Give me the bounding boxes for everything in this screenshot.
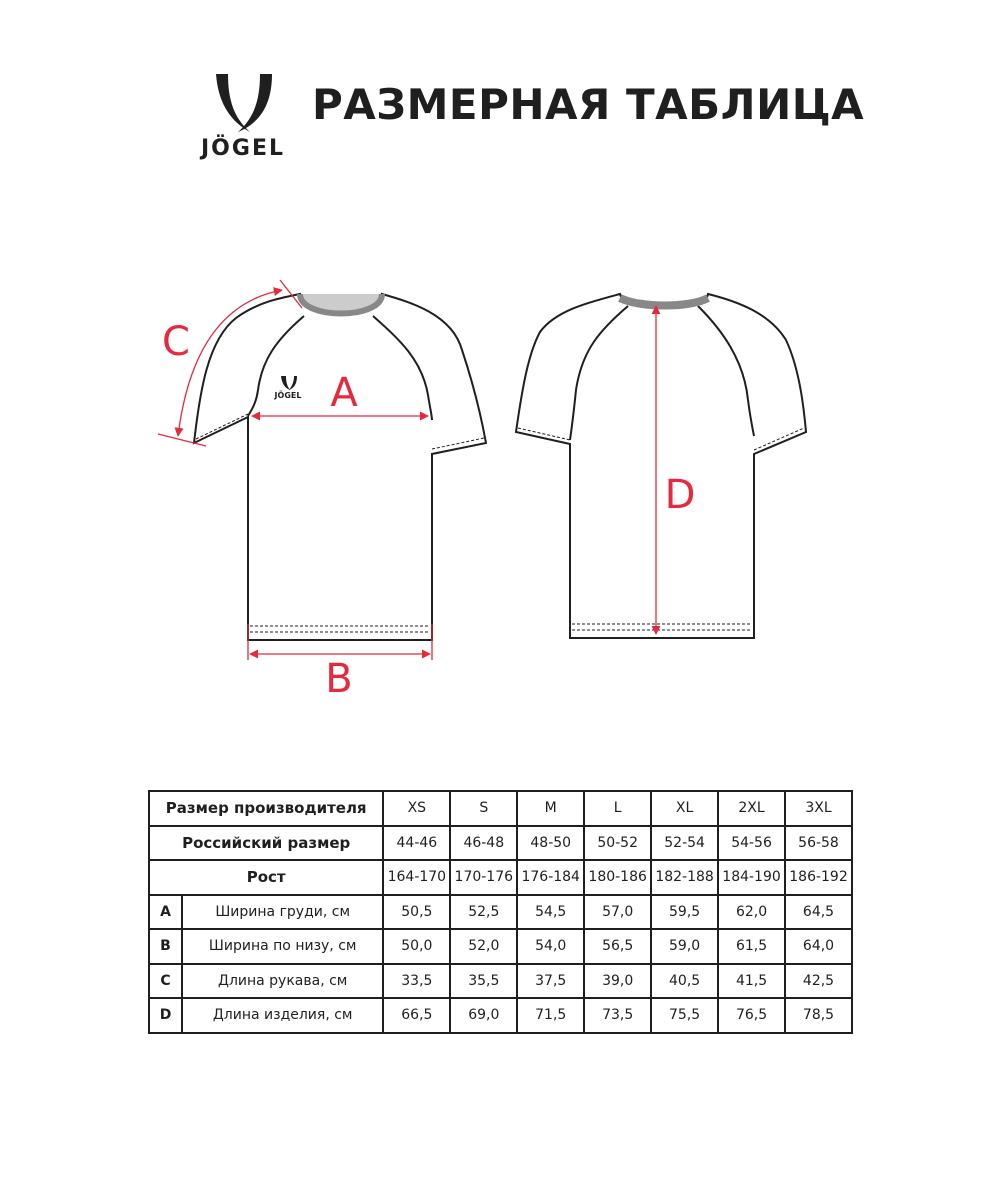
- row-header-height: Рост: [149, 860, 383, 895]
- cell-value: 39,0: [584, 964, 651, 999]
- cell-value: 78,5: [785, 998, 852, 1033]
- cell-value: 59,0: [651, 929, 718, 964]
- brand-logo: [188, 70, 298, 170]
- front-shirt: [194, 294, 486, 640]
- measure-label: Длина изделия, см: [182, 998, 383, 1033]
- measure-letter: D: [149, 998, 182, 1033]
- cell-value: 56,5: [584, 929, 651, 964]
- table-row-russian-size: [149, 826, 852, 861]
- cell-height: 170-176: [450, 860, 517, 895]
- cell-value: 50,0: [383, 929, 450, 964]
- cell-value: 54,0: [517, 929, 584, 964]
- measure-label: Ширина по низу, см: [182, 929, 383, 964]
- measure-lines: [158, 280, 656, 660]
- cell-height: 186-192: [785, 860, 852, 895]
- cell-size-xl: XL: [651, 791, 718, 826]
- cell-value: 52,5: [450, 895, 517, 930]
- cell-value: 50,5: [383, 895, 450, 930]
- cell-size-s: S: [450, 791, 517, 826]
- table-row-measure-d: [149, 998, 852, 1033]
- cell-value: 69,0: [450, 998, 517, 1033]
- brand-name: JÖGEL: [201, 136, 285, 161]
- cell-value: 37,5: [517, 964, 584, 999]
- cell-height: 176-184: [517, 860, 584, 895]
- label-d: D: [664, 472, 696, 518]
- cell-value: 35,5: [450, 964, 517, 999]
- measure-letter: B: [149, 929, 182, 964]
- cell-value: 76,5: [718, 998, 785, 1033]
- cell-value: 64,0: [785, 929, 852, 964]
- cell-ru-size: 44-46: [383, 826, 450, 861]
- label-c: C: [162, 319, 190, 365]
- cell-size-m: M: [517, 791, 584, 826]
- size-table: [148, 790, 853, 1034]
- cell-value: 73,5: [584, 998, 651, 1033]
- cell-height: 180-186: [584, 860, 651, 895]
- back-shirt: [516, 294, 806, 638]
- front-collar: [300, 294, 382, 314]
- cell-ru-size: 48-50: [517, 826, 584, 861]
- front-chest-logo: [274, 376, 302, 400]
- cell-value: 64,5: [785, 895, 852, 930]
- cell-ru-size: 50-52: [584, 826, 651, 861]
- cell-value: 61,5: [718, 929, 785, 964]
- table-row-height: [149, 860, 852, 895]
- cell-size-l: L: [584, 791, 651, 826]
- cell-value: 42,5: [785, 964, 852, 999]
- measure-letter: C: [149, 964, 182, 999]
- garment-diagram: [0, 230, 1000, 710]
- cell-height: 184-190: [718, 860, 785, 895]
- cell-value: 57,0: [584, 895, 651, 930]
- row-header-maker-size: Размер производителя: [149, 791, 383, 826]
- cell-value: 41,5: [718, 964, 785, 999]
- cell-ru-size: 52-54: [651, 826, 718, 861]
- cell-size-3xl: 3XL: [785, 791, 852, 826]
- cell-value: 33,5: [383, 964, 450, 999]
- table-row-measure-b: [149, 929, 852, 964]
- cell-value: 54,5: [517, 895, 584, 930]
- cell-ru-size: 54-56: [718, 826, 785, 861]
- cell-value: 75,5: [651, 998, 718, 1033]
- table-row-measure-a: [149, 895, 852, 930]
- cell-value: 66,5: [383, 998, 450, 1033]
- measure-label: Ширина груди, см: [182, 895, 383, 930]
- garment-logo-text: JÖGEL: [274, 391, 302, 400]
- table-row-maker-size: [149, 791, 852, 826]
- cell-size-xs: XS: [383, 791, 450, 826]
- brand-logo-mark: [188, 70, 298, 136]
- cell-value: 62,0: [718, 895, 785, 930]
- label-a: A: [330, 370, 358, 416]
- row-header-russian-size: Российский размер: [149, 826, 383, 861]
- cell-ru-size: 46-48: [450, 826, 517, 861]
- cell-size-2xl: 2XL: [718, 791, 785, 826]
- page-title: РАЗМЕРНАЯ ТАБЛИЦА: [312, 80, 865, 129]
- cell-ru-size: 56-58: [785, 826, 852, 861]
- back-collar: [620, 298, 708, 306]
- cell-value: 59,5: [651, 895, 718, 930]
- cell-height: 164-170: [383, 860, 450, 895]
- label-b: B: [325, 656, 353, 702]
- cell-value: 40,5: [651, 964, 718, 999]
- table-row-measure-c: [149, 964, 852, 999]
- measure-label: Длина рукава, см: [182, 964, 383, 999]
- cell-value: 71,5: [517, 998, 584, 1033]
- cell-value: 52,0: [450, 929, 517, 964]
- measure-letter: A: [149, 895, 182, 930]
- cell-height: 182-188: [651, 860, 718, 895]
